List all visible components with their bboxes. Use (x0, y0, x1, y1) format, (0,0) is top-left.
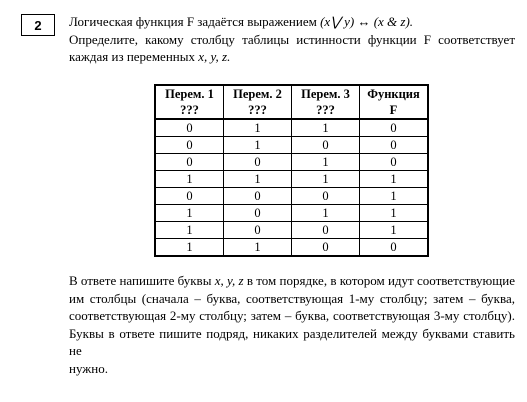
table-cell: 0 (224, 222, 292, 239)
table-subheader-row (155, 102, 428, 119)
table-cell: 1 (224, 171, 292, 188)
statement-text: Логическая функция F задаётся выражением (69, 14, 317, 29)
statement-line-3 (69, 48, 515, 66)
table-row (155, 119, 428, 137)
subheader-var-3: ??? (292, 102, 360, 119)
table-cell: 1 (155, 239, 224, 257)
task-number-box (21, 14, 55, 36)
answer-variables: x, y, z (214, 273, 244, 288)
table-cell: 0 (155, 154, 224, 171)
statement-line-2: Определите, какому столбцу таблицы истинности функции F соответствует (69, 31, 515, 47)
table-cell: 1 (292, 171, 360, 188)
header-function: Функция (360, 85, 429, 102)
table-row (155, 205, 428, 222)
table-cell: 0 (155, 137, 224, 154)
table-cell: 0 (224, 154, 292, 171)
table-cell: 0 (292, 137, 360, 154)
table-cell: 1 (224, 119, 292, 137)
table-cell: 1 (224, 239, 292, 257)
table-cell: 1 (360, 222, 429, 239)
statement-line-1 (69, 13, 515, 31)
table-cell: 1 (360, 171, 429, 188)
table-row (155, 188, 428, 205)
table-row (155, 154, 428, 171)
subheader-var-2: ??? (224, 102, 292, 119)
answer-line-1 (69, 272, 515, 290)
table-cell: 1 (224, 137, 292, 154)
statement-variables-prefix: каждая из переменных (69, 49, 195, 64)
header-var-2: Перем. 2 (224, 85, 292, 102)
answer-line-5: нужно. (69, 360, 108, 376)
truth-table (154, 84, 429, 257)
table-cell: 0 (155, 188, 224, 205)
table-cell: 0 (292, 239, 360, 257)
answer-instructions (69, 272, 515, 377)
answer-line-2: им столбцы (сначала – буква, соответствующая 1-му столбцу; затем – буква, (69, 290, 515, 306)
table-cell: 1 (155, 171, 224, 188)
task-statement (69, 13, 515, 66)
header-var-1: Перем. 1 (155, 85, 224, 102)
answer-text: В ответе напишите буквы (69, 273, 212, 288)
table-cell: 0 (155, 119, 224, 137)
task-number: 2 (34, 17, 42, 33)
table-cell: 0 (360, 154, 429, 171)
table-row (155, 137, 428, 154)
table-cell: 1 (155, 222, 224, 239)
table-cell: 0 (360, 239, 429, 257)
answer-text: в том порядке, в котором идут соответствующие (246, 273, 516, 288)
table-row (155, 171, 428, 188)
table-cell: 1 (292, 154, 360, 171)
table-cell: 0 (360, 119, 429, 137)
table-cell: 1 (292, 119, 360, 137)
logic-expression: (x⋁ y) ↔ (x & z). (320, 14, 414, 29)
table-cell: 0 (224, 188, 292, 205)
answer-line-3: соответствующая 2-му столбцу; затем – буква, соответствующая 3-му столбцу). (69, 308, 515, 323)
table-cell: 1 (292, 205, 360, 222)
table-row (155, 239, 428, 257)
table-cell: 1 (360, 205, 429, 222)
table-cell: 0 (224, 205, 292, 222)
table-cell: 0 (292, 188, 360, 205)
table-cell: 1 (155, 205, 224, 222)
table-cell: 0 (292, 222, 360, 239)
table-cell: 1 (360, 188, 429, 205)
header-var-3: Перем. 3 (292, 85, 360, 102)
answer-line-4: Буквы в ответе пишите подряд, никаких разделителей между буквами ставить не (69, 325, 515, 358)
table-header-row (155, 85, 428, 102)
subheader-function: F (360, 102, 429, 119)
table-row (155, 222, 428, 239)
table-cell: 0 (360, 137, 429, 154)
subheader-var-1: ??? (155, 102, 224, 119)
statement-variables: x, y, z. (198, 49, 231, 64)
